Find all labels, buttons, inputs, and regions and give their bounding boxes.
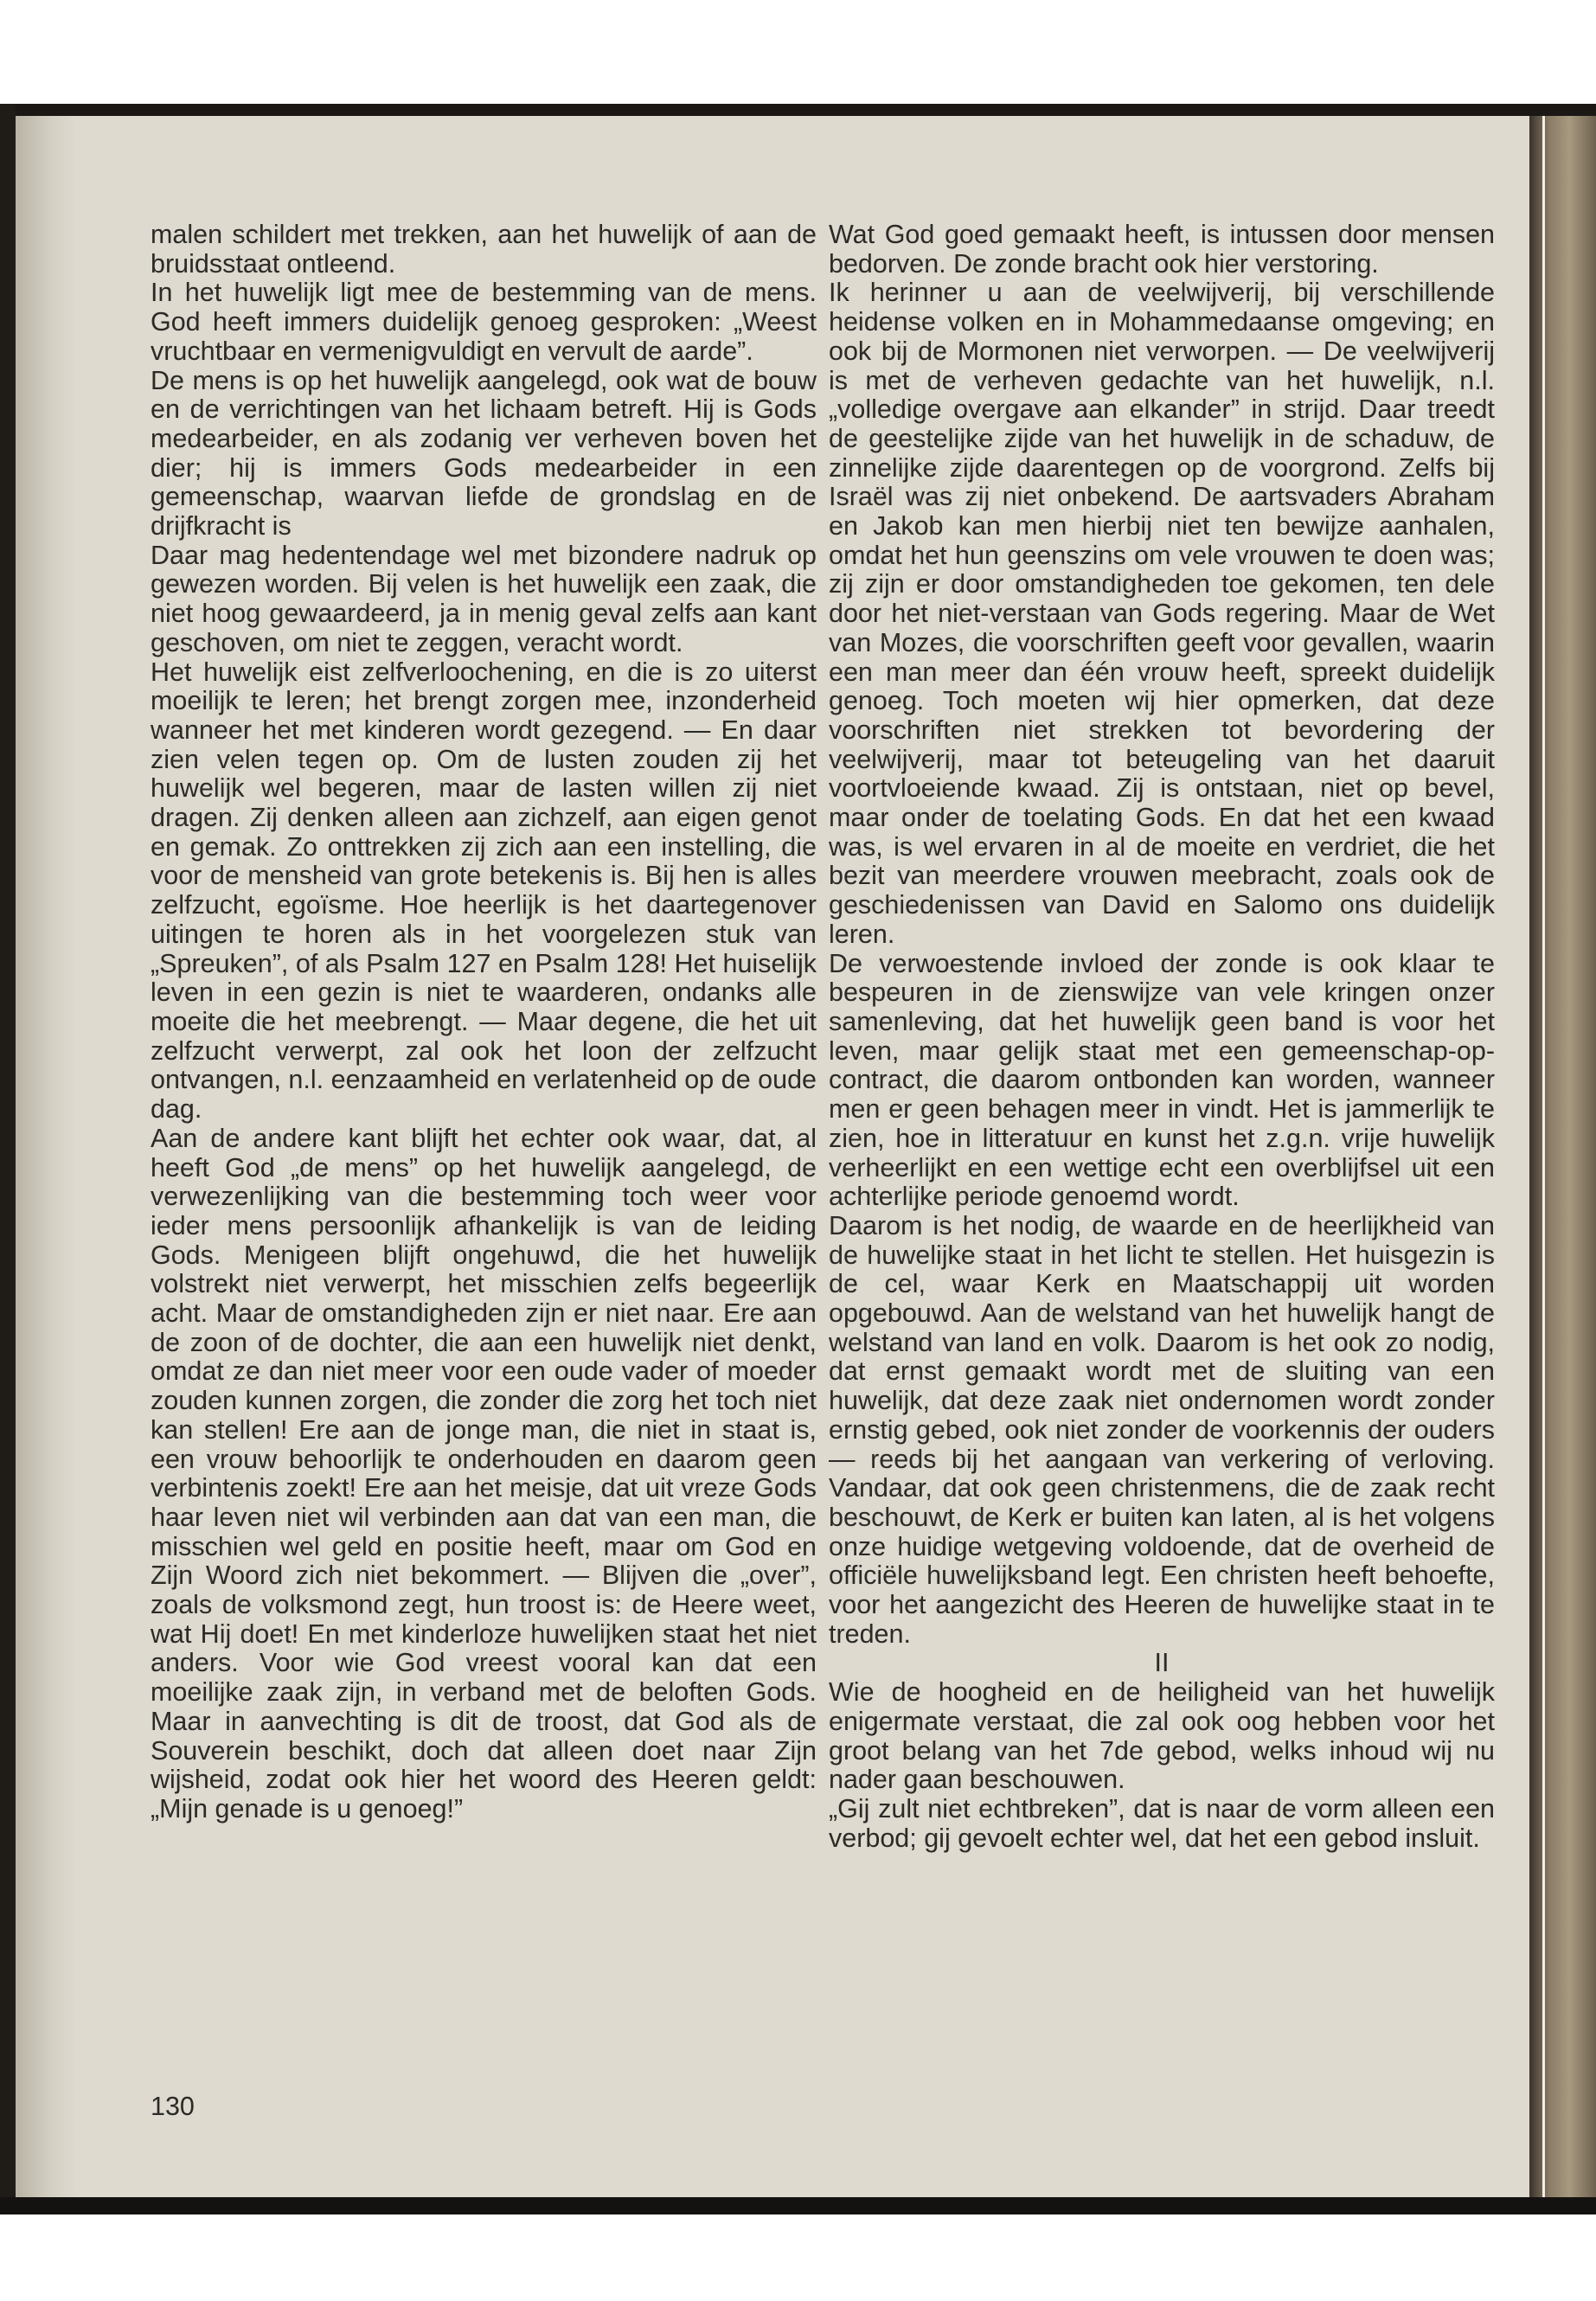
paragraph: Het huwelijk eist zelfverloochening, en die is zo uiterst moeilijk te leren; het brengt zorgen mee, inzonderheid wanneer het met kinderen wordt gezegend. — En daar zien velen tegen op. Om de lusten zouden zij het huwelijk wel begeren, maar de lasten willen zij niet dragen. Zij denken alleen aan zichzelf, aan eigen genot en gemak. Zo onttrekken zij zich aan een instelling, die voor de mensheid van grote betekenis is. Bij hen is alles zelfzucht, egoïsme. Hoe heerlijk is het daartegenover uitingen te horen als in het voorgelezen stuk van „Spreuken”, of als Psalm 127 en Psalm 128! Het huiselijk leven in een gezin is niet te waarderen, ondanks alle moeite die het meebrengt. — Maar degene, die het uit zelfzucht verwerpt, zal ook het loon der zelfzucht ontvangen, n.l. eenzaamheid en verlatenheid op de oude dag. (151, 657, 817, 1125)
paragraph: malen schildert met trekken, aan het huwelijk of aan de bruidsstaat ontleend. (151, 220, 817, 279)
book-cover-edge (1529, 116, 1596, 2197)
paragraph: De mens is op het huwelijk aangelegd, ook wat de bouw en de verrichtingen van het lichaam betreft. Hij is Gods medearbeider, en als zodanig ver verheven boven het dier; hij is immers Gods medearbeider in een gemeenschap, waarvan liefde de grondslag en de drijfkracht is (151, 365, 817, 542)
paragraph: „Gij zult niet echtbreken”, dat is naar de vorm alleen een verbod; gij gevoelt echter wel, dat het een gebod insluit. (829, 1793, 1495, 1853)
paragraph: Wat God goed gemaakt heeft, is intussen door mensen bedorven. De zonde bracht ook hier verstoring. (829, 220, 1495, 279)
section-heading: II (1154, 1648, 1170, 1678)
left-text-column (151, 221, 817, 1824)
paragraph: In het huwelijk ligt mee de bestemming van de mens. God heeft immers duidelijk genoeg gesproken: „Weest vruchtbaar en vermenigvuldigt en vervult de aarde”. (151, 278, 817, 366)
paragraph: Aan de andere kant blijft het echter ook waar, dat, al heeft God „de mens” op het huwelijk aangelegd, de verwezenlijking van die bestemming toch weer voor ieder mens persoonlijk afhankelijk is van de leiding Gods. Menigeen blijft ongehuwd, die het huwelijk volstrekt niet verwerpt, het misschien zelfs begeerlijk acht. Maar de omstandigheden zijn er niet naar. Ere aan de zoon of de dochter, die aan een huwelijk niet denkt, omdat ze dan niet meer voor een oude vader of moeder zouden kunnen zorgen, die zonder die zorg het toch niet kan stellen! Ere aan de jonge man, die niet in staat is, een vrouw behoorlijk te onderhouden en daarom geen verbintenis zoekt! Ere aan het meisje, dat uit vreze Gods haar leven niet wil verbinden aan dat van een man, die misschien wel geld en positie heeft, maar om God en Zijn Woord zich niet bekommert. — Blijven die „over”, zoals de volksmond zegt, hun troost is: de Heere weet, wat Hij doet! En met kinderloze huwelijken staat het niet anders. Voor wie God vreest vooral kan dat een moeilijke zaak zijn, in verband met de beloften Gods. Maar in aanvechting is dit de troost, dat God als de Souverein beschikt, doch dat alleen doet naar Zijn wijsheid, zodat ook hier het woord des Heeren geldt: „Mijn genade is u genoeg!” (151, 1123, 817, 1823)
paragraph: Daar mag hedentendage wel met bizondere nadruk op gewezen worden. Bij velen is het huwelijk een zaak, die niet hoog gewaardeerd, ja in menig geval zelfs aan kant geschoven, om niet te zeggen, veracht wordt. (151, 540, 817, 657)
page-edge-line (1542, 116, 1545, 2197)
scan-edge-left (0, 104, 16, 2214)
paragraph: Wie de hoogheid en de heiligheid van het huwelijk enigermate verstaat, die zal ook oog hebben voor het groot belang van het 7de gebod, welks inhoud wij nu nader gaan beschouwen. (829, 1677, 1495, 1795)
right-text-column (829, 221, 1495, 1853)
paragraph: Ik herinner u aan de veelwijverij, bij verschillende heidense volken en in Mohammedaanse omgeving; en ook bij de Mormonen niet verworpen. — De veelwijverij is met de verheven gedachte van het huwelijk, n.l. „volledige overgave aan elkander” in strijd. Daar treedt de geestelijke zijde van het huwelijk in de schaduw, de zinnelijke zijde daarentegen op de voorgrond. Zelfs bij Israël was zij niet onbekend. De aartsvaders Abraham en Jakob kan men hierbij niet ten bewijze aanhalen, omdat het hun geenszins om vele vrouwen te doen was; zij zijn er door omstandigheden toe gekomen, ten dele door het niet-verstaan van Gods regering. Maar de Wet van Mozes, die voorschriften geeft voor gevallen, waarin een man meer dan één vrouw heeft, spreekt duidelijk genoeg. Toch moeten wij hier opmerken, dat deze voorschriften niet strekken tot bevordering der veelwijverij, maar tot beteugeling van het daaruit voortvloeiende kwaad. Zij is ontstaan, niet op bevel, maar onder de toelating Gods. En dat het een kwaad was, is wel ervaren in al de moeite en verdriet, die het bezit van meerdere vrouwen meebracht, zoals ook de geschiedenissen van David en Salomo ons duidelijk leren. (829, 278, 1495, 949)
page-number: 130 (151, 2092, 195, 2121)
scan-edge-top (0, 104, 1596, 116)
paragraph: Daarom is het nodig, de waarde en de heerlijkheid van de huwelijke staat in het licht te stellen. Het huisgezin is de cel, waar Kerk en Maatschappij uit worden opgebouwd. Aan de welstand van het huwelijk hangt de welstand van land en volk. Daarom is het ook zo nodig, dat ernst gemaakt wordt met de sluiting van een huwelijk, dat deze zaak niet ondernomen wordt zonder ernstig gebed, ook niet zonder de voorkennis der ouders — reeds bij het aangaan van verkering of verloving. Vandaar, dat ook geen christenmens, die de zaak recht beschouwt, de Kerk er buiten kan laten, al is het volgens onze huidige wetgeving voldoende, dat de overheid de officiële huwelijksband legt. Een christen heeft behoefte, voor het aangezicht des Heeren de huwelijke staat in te treden. (829, 1210, 1495, 1649)
paragraph: De verwoestende invloed der zonde is ook klaar te bespeuren in de zienswijze van vele kringen onzer samenleving, dat het huwelijk geen band is voor het leven, maar gelijk staat met een gemeenschap-op-contract, die daarom ontbonden kan worden, wanneer men er geen behagen meer in vindt. Het is jammerlijk te zien, hoe in litteratuur en kunst het z.g.n. vrije huwelijk verheerlijkt en een wettige echt een overblijfsel uit een achterlijke periode genoemd wordt. (829, 948, 1495, 1212)
page-binding-shadow (16, 116, 76, 2197)
scan-edge-bottom (0, 2197, 1596, 2214)
